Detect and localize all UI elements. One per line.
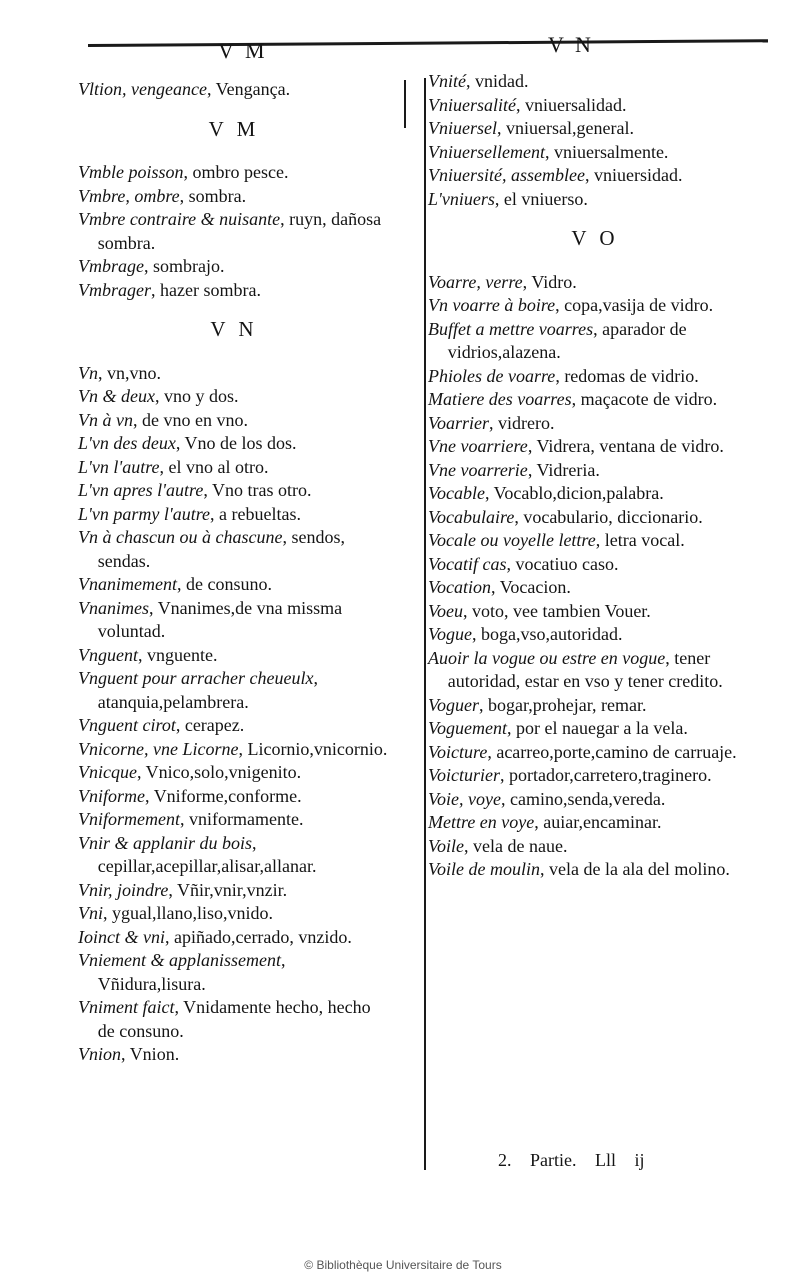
dictionary-entry: Voie, voye, camino,senda,vereda. [428,788,666,809]
dictionary-entry: Vocable, Vocablo,dicion,palabra. [428,483,664,503]
definition: auiar,encaminar. [543,812,662,832]
headword: Vniformement [78,809,180,829]
definition: de consuno. [185,574,272,594]
definition: portador,carretero,traginero. [509,765,712,785]
definition: camino,senda,vereda. [509,788,666,809]
definition: boga,vso,autoridad. [481,624,623,644]
dictionary-entry: Vniuersellement, vniuersalmente. [428,141,669,162]
headword: Vnité [428,71,466,91]
headword: Vnguent pour arracher cheueulx [78,668,314,688]
headword: Voarre, verre [428,271,523,292]
dictionary-entry: Vnir & applanir du bois, cepillar,acepillar,alisar,allanar. [78,832,317,876]
dictionary-entry: Mettre en voye, auiar,encaminar. [428,812,662,832]
dictionary-entry: Vnguent pour arracher cheueulx, atanquia,pelambrera. [78,668,318,712]
definition: cerapez. [184,715,245,735]
definition: vniformamente. [188,809,304,829]
headword: Vniuersalité [428,94,516,115]
dictionary-entry: Vogue, boga,vso,autoridad. [428,624,623,644]
headword: Vn voarre à boire [428,295,556,315]
headword: Voicture [428,741,488,762]
dictionary-entry: Vne voarriere, Vidrera, ventana de vidro. [428,436,724,456]
section-heading: V N [210,317,258,341]
headword: Voile de moulin [428,859,540,879]
definition: maçacote de vidro. [580,389,718,409]
definition: Vocablo,dicion,palabra. [493,483,664,503]
definition: vniuersalidad. [525,94,627,115]
dictionary-entry: L'vniuers, el vniuerso. [428,188,588,209]
headword: Vmble poisson [78,162,184,182]
headword: Vn à vn [78,409,133,430]
signature-mark: Lll ij [595,1150,645,1170]
definition: hazer sombra. [160,279,261,300]
definition: por el nauegar a la vela. [515,718,688,738]
dictionary-entry: Vnanimes, Vnanimes,de vna missma voluntad. [78,597,343,641]
headword: Vnanimement [78,574,177,594]
dictionary-entry: L'vn l'autre, el vno al otro. [78,456,269,477]
dictionary-entry: Vnicque, Vnico,solo,vnigenito. [78,762,302,782]
dictionary-entry: Voeu, voto, vee tambien Vouer. [428,600,651,621]
dictionary-entry: Vmble poisson, ombro pesce. [78,162,289,182]
dictionary-entry: Vniement & applanissement, Vñidura,lisura. [78,950,286,994]
dictionary-entry: L'vn parmy l'autre, a rebueltas. [78,503,301,524]
dictionary-entry: Buffet a mettre voarres, aparador de vidrios,alazena. [428,318,687,362]
headword: Vne voarrerie [428,459,528,480]
definition: a rebueltas. [219,503,301,524]
definition: vnidad. [475,71,529,91]
headword: Vmbre contraire & nuisante [78,209,281,229]
definition: Vno de los dos. [184,433,297,453]
definition: aparador de vidrios,alazena. [447,318,687,362]
dictionary-entry: Vn à vn, de vno en vno. [78,409,248,430]
definition: Vidrera, ventana de vidro. [536,436,724,456]
dictionary-entry: Vn, vn,vno. [78,362,161,383]
definition: ruyn, dañosa sombra. [97,209,382,253]
definition: vocabulario, diccionario. [523,506,703,527]
headword: Voeu [428,600,463,621]
definition: sendos, sendas. [97,527,345,571]
dictionary-entry: Vnguent cirot, cerapez. [78,715,245,735]
dictionary-entry: Vnir, joindre, Vñir,vnir,vnzir. [78,879,288,900]
headword: Vocable [428,483,485,503]
definition: Vnidamente hecho, hecho de consuno. [97,997,371,1041]
section-heading: V O [571,226,619,250]
definition: de vno en vno. [141,409,248,430]
dictionary-entry: Vniuersel, vniuersal,general. [428,118,634,138]
definition: vniuersidad. [593,165,683,185]
definition: Vniforme,conforme. [153,785,302,806]
definition: vela de la ala del molino. [548,859,730,879]
definition: vnguente. [147,644,218,665]
definition: vno y dos. [163,386,239,406]
headword: L'vn apres l'autre [78,480,204,500]
definition: vidrero. [498,412,555,433]
definition: vniuersal,general. [506,118,634,138]
headword: Vni [78,903,103,923]
headword: Auoir la vogue ou estre en vogue [428,647,666,668]
dictionary-entry: Vne voarrerie, Vidreria. [428,459,600,480]
dictionary-entry: L'vn des deux, Vno de los dos. [78,433,297,453]
definition: vn,vno. [107,362,161,383]
dictionary-entry: Vniforme, Vniforme,conforme. [78,785,302,806]
definition: Vnion. [129,1044,180,1064]
dictionary-entry: Vniuersité, assemblee, vniuersidad. [428,165,683,185]
headword: Vniuersité, assemblee [428,165,585,185]
dictionary-entry: Vocation, Vocacion. [428,577,571,597]
definition: Vnanimes,de vna missma voluntad. [97,597,343,641]
dictionary-entry: Vocabulaire, vocabulario, diccionario. [428,506,703,527]
definition: atanquia,pelambrera. [97,691,249,712]
definition: vela de naue. [473,835,568,856]
headword: Buffet a mettre voarres [428,318,594,339]
definition: ygual,llano,liso,vnido. [112,903,273,923]
headword: Vocale ou voyelle lettre [428,530,596,550]
header-rule [88,39,768,47]
headword: Vnanimes [78,597,149,618]
definition: vniuersalmente. [553,141,669,162]
dictionary-entry: Voile de moulin, vela de la ala del molino. [428,859,730,879]
headword: Vogue [428,624,472,644]
part-label: 2. Partie. [498,1150,577,1170]
running-head-right: V N [548,32,594,57]
dictionary-entry: Voicture, acarreo,porte,camino de carruaje. [428,741,737,762]
definition: redomas de vidrio. [564,365,699,386]
dictionary-entry: Voguer, bogar,prohejar, remar. [428,694,647,715]
dictionary-entry: Vmbre, ombre, sombra. [78,185,247,206]
definition: bogar,prohejar, remar. [488,694,647,715]
headword: Vniforme [78,785,145,806]
definition: Vengança. [215,79,291,99]
left-column [78,78,390,1067]
dictionary-entry: Vmbrager, hazer sombra. [78,279,261,300]
definition: tener autoridad, estar en vso y tener credito. [447,647,723,691]
headword: Vocation [428,577,491,597]
dictionary-entry: Vmbrage, sombrajo. [78,256,225,276]
definition: el vno al otro. [168,456,269,477]
headword: Vmbrager [78,279,151,300]
dictionary-entry: Vmbre contraire & nuisante, ruyn, dañosa sombra. [78,209,382,253]
definition: ombro pesce. [192,162,289,182]
dictionary-entry: L'vn apres l'autre, Vno tras otro. [78,480,312,500]
definition: Vocacion. [499,577,571,597]
dictionary-entry: Vnanimement, de consuno. [78,574,272,594]
headword: Vnguent [78,644,138,665]
definition: Vidreria. [536,459,600,480]
definition: Vñir,vnir,vnzir. [177,879,288,900]
headword: Ioinct & vni [78,926,165,947]
definition: letra vocal. [604,530,685,550]
headword: Vltion, vengeance [78,79,207,99]
headword: Vne voarriere [428,436,528,456]
headword: L'vn parmy l'autre [78,503,211,524]
dictionary-entry: Vnion, Vnion. [78,1044,180,1064]
headword: Vnir, joindre [78,879,169,900]
headword: Voicturier [428,765,500,785]
dictionary-entry: Vnguent, vnguente. [78,644,218,665]
definition: el vniuerso. [503,188,588,209]
definition: vocatiuo caso. [515,553,619,574]
headword: Vn à chascun ou à chascune [78,527,283,547]
dictionary-entry: Auoir la vogue ou estre en vogue, tener autoridad, estar en vso y tener credito. [428,647,723,691]
headword: Vnion [78,1044,121,1064]
definition: voto, vee tambien Vouer. [472,600,651,621]
headword: Voarrier [428,412,490,433]
right-column [428,70,762,882]
definition: sombra. [188,185,247,206]
headword: Vnicque [78,762,137,782]
headword: Phioles de voarre [428,365,556,386]
dictionary-entry: Vn à chascun ou à chascune, sendos, sendas. [78,527,345,571]
headword: Vniuersel [428,118,497,138]
dictionary-entry: Vniuersalité, vniuersalidad. [428,94,627,115]
signature-line [498,1150,645,1171]
headword: Voguement [428,718,507,738]
headword: Vn & deux [78,386,155,406]
headword: Vnicorne, vne Licorne [78,738,239,759]
column-rule-upper [404,80,406,128]
headword: Voguer [428,694,479,715]
dictionary-entry: Vocatif cas, vocatiuo caso. [428,553,619,574]
definition: sombrajo. [153,256,225,276]
running-head-left: V M [218,38,268,63]
headword: L'vn des deux [78,433,176,453]
definition: Vnico,solo,vnigenito. [145,762,302,782]
headword: Vmbrage [78,256,144,276]
headword: Vocatif cas [428,553,507,574]
dictionary-entry: Voguement, por el nauegar a la vela. [428,718,688,738]
headword: Vocabulaire [428,506,515,527]
section-heading: V M [208,116,260,141]
headword: Vnir & applanir du bois [78,832,253,853]
headword: Mettre en voye [428,812,535,832]
dictionary-entry: Phioles de voarre, redomas de vidrio. [428,365,699,386]
dictionary-entry: Vni, ygual,llano,liso,vnido. [78,903,273,923]
headword: Vnguent cirot [78,715,176,735]
headword: Voile [428,835,464,856]
dictionary-entry: Vniment faict, Vnidamente hecho, hecho de consuno. [78,997,371,1041]
definition: copa,vasija de vidro. [564,295,714,315]
dictionary-entry: Vocale ou voyelle lettre, letra vocal. [428,530,685,550]
definition: apiñado,cerrado, vnzido. [173,926,352,947]
definition: cepillar,acepillar,alisar,allanar. [97,856,317,876]
definition: Licornio,vnicornio. [247,738,388,759]
dictionary-entry: Vn voarre à boire, copa,vasija de vidro. [428,295,714,315]
headword: L'vn l'autre [78,456,160,477]
definition: Vñidura,lisura. [97,973,206,994]
dictionary-entry: Matiere des voarres, maçacote de vidro. [428,389,718,409]
dictionary-entry: Vnicorne, vne Licorne, Licornio,vnicornio. [78,738,388,759]
dictionary-entry: Voicturier, portador,carretero,traginero. [428,765,712,785]
dictionary-entry: Voarre, verre, Vidro. [428,271,577,292]
dictionary-entry: Ioinct & vni, apiñado,cerrado, vnzido. [78,926,352,947]
definition: Vidro. [531,271,577,292]
library-credit: © Bibliothèque Universitaire de Tours [304,1258,502,1272]
definition: Vno tras otro. [212,480,312,500]
headword: Vniuersellement [428,141,545,162]
headword: Vniement & applanissement [78,950,281,970]
column-rule [424,78,426,1170]
headword: Voie, voye [428,788,501,809]
dictionary-entry: Vn & deux, vno y dos. [78,386,239,406]
headword: Vn [78,362,98,383]
headword: Vniment faict [78,997,175,1017]
dictionary-entry: Voarrier, vidrero. [428,412,555,433]
definition: acarreo,porte,camino de carruaje. [496,741,737,762]
dictionary-entry: Vnité, vnidad. [428,71,529,91]
headword: L'vniuers [428,188,495,209]
headword: Matiere des voarres [428,389,572,409]
dictionary-entry: Vniformement, vniformamente. [78,809,304,829]
dictionary-entry: Voile, vela de naue. [428,835,568,856]
dictionary-entry: Vltion, vengeance, Vengança. [78,79,291,99]
headword: Vmbre, ombre [78,185,180,206]
